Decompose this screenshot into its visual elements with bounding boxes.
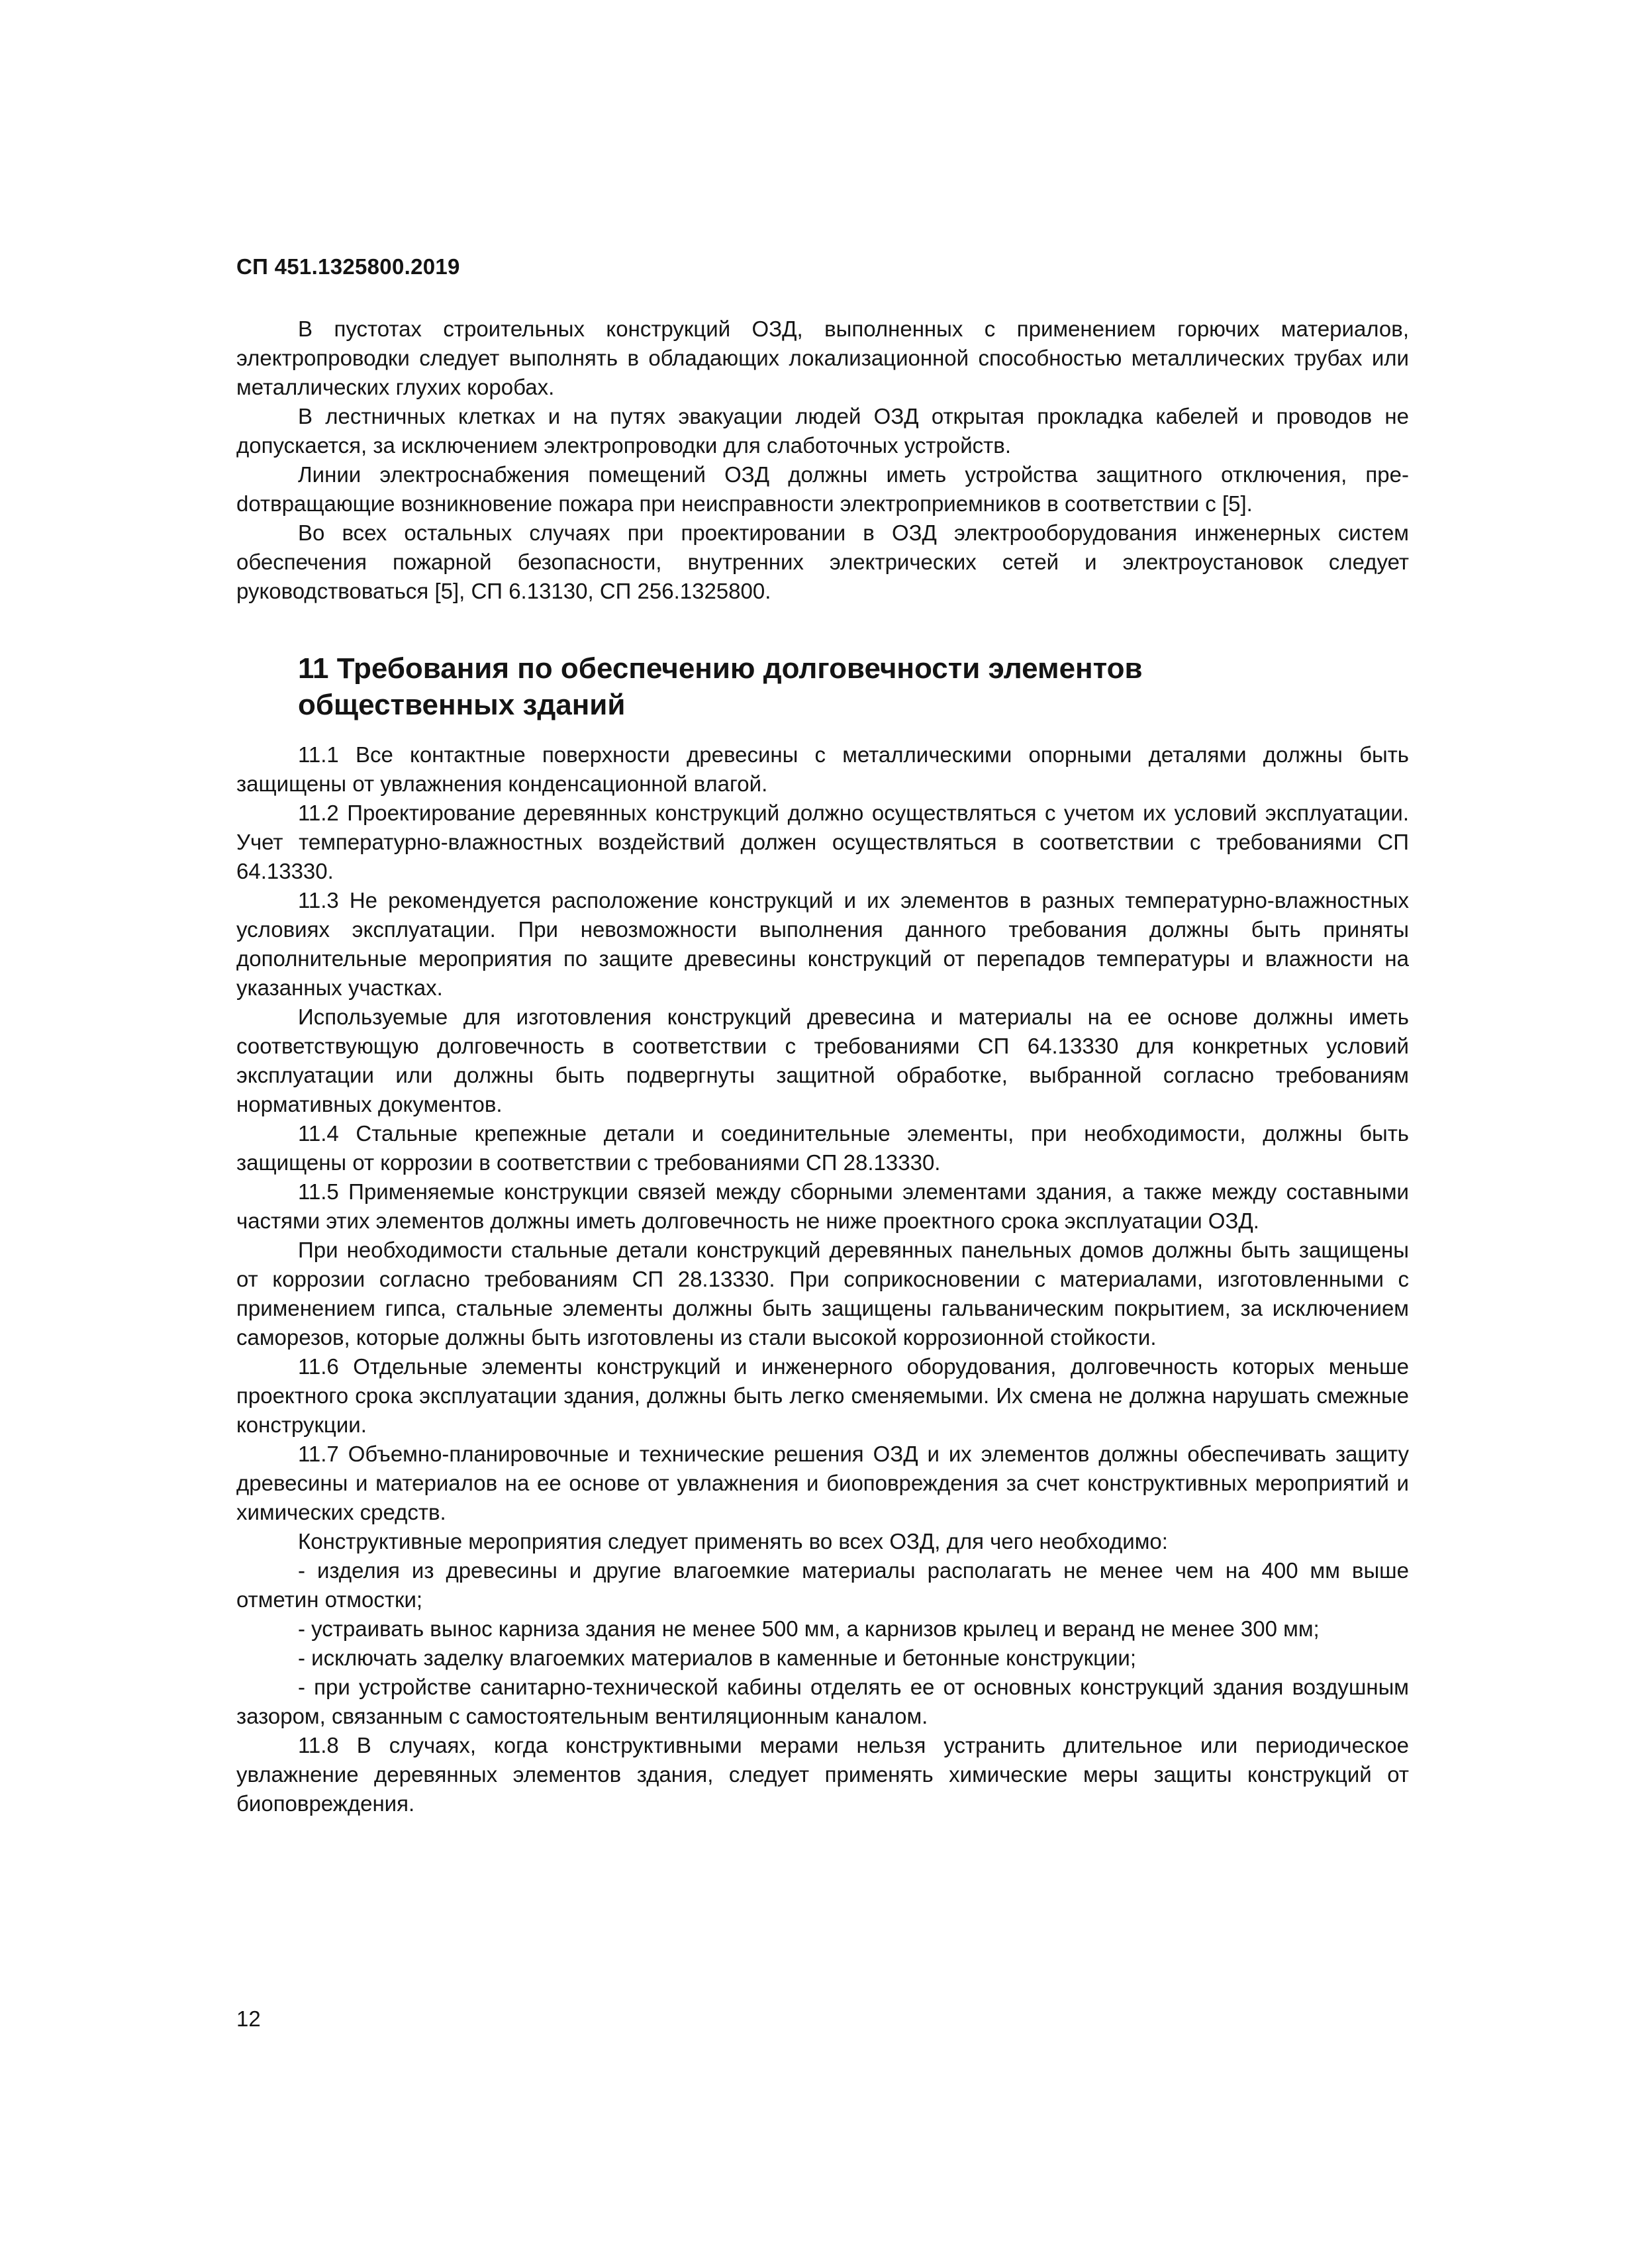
paragraph: 11.7 Объемно-планировочные и технические решения ОЗД и их элементов должны обеспечивать защиту древесины и материалов на ее основе от увлажнения и биоповреждения за счет конструктивных мероприятий и химических средств. [236, 1442, 1409, 1524]
paragraph: 11.5 Применяемые конструкции связей между сборными элементами здания, а также между составными частями этих элементов должны иметь долговечность не ниже проектного срока эксплуатации ОЗД. [236, 1179, 1409, 1233]
paragraph: Линии электроснабжения помещений ОЗД должны иметь устройства защитного отключения, преdотвращающие возникновение пожара при неисправности электроприемников в соответствии с [5]. [236, 462, 1409, 516]
paragraph: 11.1 Все контактные поверхности древесины с металлическими опорными деталями должны быть защищены от увлажнения конденсационной влагой. [236, 742, 1409, 796]
paragraph: 11.4 Стальные крепежные детали и соединительные элементы, при необходимости, должны быть защищены от коррозии в соответствии с требованиями СП 28.13330. [236, 1121, 1409, 1175]
document-code: СП 451.1325800.2019 [236, 254, 460, 279]
paragraph: 11.2 Проектирование деревянных конструкций должно осуществляться с учетом их условий эксплуатации. Учет температурно-влажностных воздействий должен осуществляться в соответствии с требованиями СП 64.13330. [236, 801, 1409, 883]
paragraph: В лестничных клетках и на путях эвакуации людей ОЗД открытая прокладка кабелей и проводов не допускается, за исключением электропроводки для слаботочных устройств. [236, 404, 1409, 458]
section-heading [298, 650, 1324, 723]
list-item: - изделия из древесины и другие влагоемкие материалы располагать не менее чем на 400 мм выше отметин отмостки; [236, 1558, 1409, 1612]
paragraph: В пустотах строительных конструкций ОЗД, выполненных с применением горючих материалов, электропроводки следует выполнять в обладающих локализационной способностью металлических трубах или металлических глухих коробах. [236, 317, 1409, 399]
paragraph: 11.6 Отдельные элементы конструкций и инженерного оборудования, долговечность которых меньше проектного срока эксплуатации здания, должны быть легко сменяемыми. Их смена не должна нарушать смежные конструкции. [236, 1354, 1409, 1437]
section-text-block [236, 740, 1409, 1818]
paragraph: Используемые для изготовления конструкций древесина и материалы на ее основе должны иметь соответствующую долговечность в соответствии с требованиями СП 64.13330 для конкретных условий эксплуатации или должны быть подвергнуты защитной обработке, выбранной согласно требованиям нормативных документов. [236, 1005, 1409, 1116]
intro-text-block [236, 315, 1409, 606]
paragraph: 11.8 В случаях, когда конструктивными мерами нельзя устранить длительное или периодическое увлажнение деревянных элементов здания, следует применять химические меры защиты конструкций от биоповреждения. [236, 1733, 1409, 1816]
section-heading-line: общественных зданий [298, 689, 626, 721]
page-number: 12 [236, 2006, 261, 2031]
paragraph: Конструктивные мероприятия следует применять во всех ОЗД, для чего необходимо: [298, 1529, 1168, 1553]
paragraph: 11.3 Не рекомендуется расположение конструкций и их элементов в разных температурно-влажностных условиях эксплуатации. При невозможности выполнения данного требования должны быть приняты дополнительные мероприятия по защите древесины конструкций от перепадов температуры и влажности на указанных участках. [236, 888, 1409, 1000]
list-item: - устраивать вынос карниза здания не менее 500 мм, а карнизов крылец и веранд не менее 300 мм; [298, 1616, 1320, 1641]
paragraph: Во всех остальных случаях при проектировании в ОЗД электрооборудования инженерных систем обеспечения пожарной безопасности, внутренних электрических сетей и электроустановок следует руководствоваться [5], СП 6.13130, СП 256.1325800. [236, 520, 1409, 603]
list-item: - при устройстве санитарно-технической кабины отделять ее от основных конструкций здания воздушным зазором, связанным с самостоятельным вентиляционным каналом. [236, 1675, 1409, 1728]
section-heading-line: 11 Требования по обеспечению долговечности элементов [298, 652, 1143, 685]
list-item: - исключать заделку влагоемких материалов в каменные и бетонные конструкции; [298, 1646, 1137, 1670]
paragraph: При необходимости стальные детали конструкций деревянных панельных домов должны быть защищены от коррозии согласно требованиям СП 28.13330. При соприкосновении с материалами, изготовленными с применением гипса, стальные элементы должны быть защищены гальваническим покрытием, за исключением саморезов, которые должны быть изготовлены из стали высокой коррозионной стойкости. [236, 1238, 1409, 1350]
